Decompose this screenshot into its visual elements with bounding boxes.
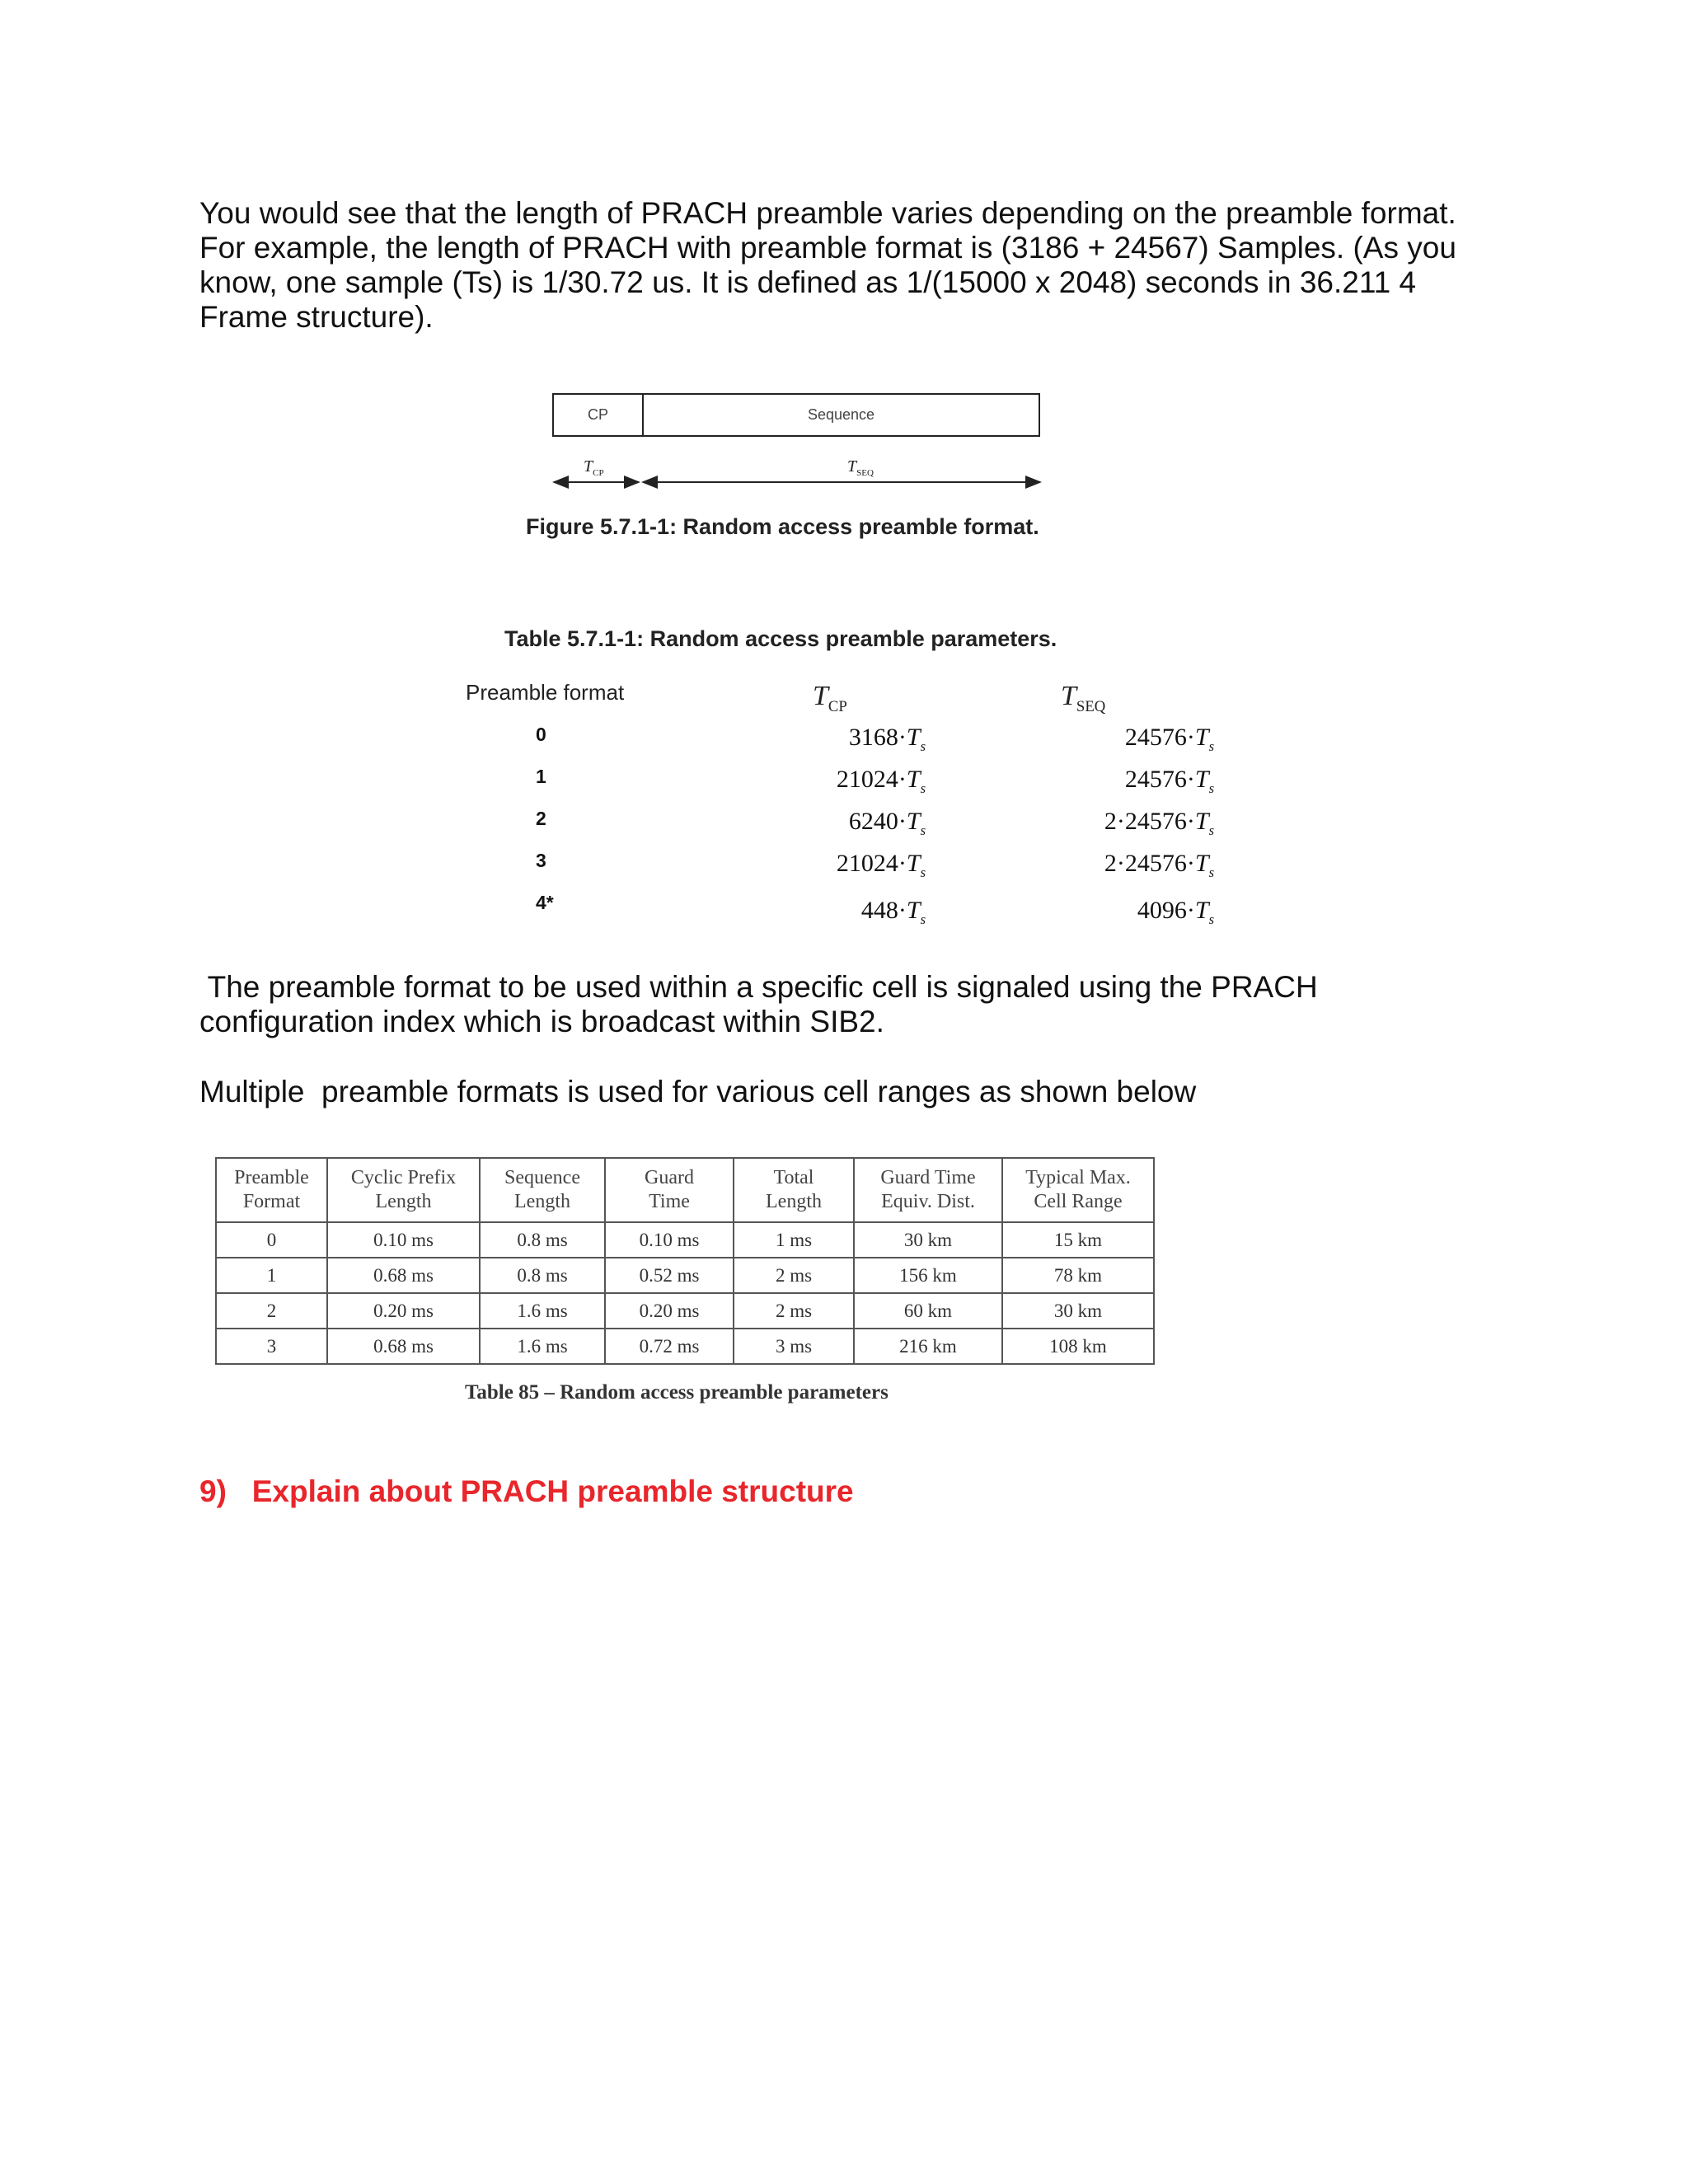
tseq-cell: $2\cdot 24576\cdot T_s$ — [1104, 808, 1214, 838]
table2-header: Cyclic Prefix Length — [327, 1158, 480, 1222]
tcp-cell: $448\cdot T_s$ — [860, 897, 926, 927]
format-cell: 2 — [536, 808, 546, 829]
table1-row — [0, 808, 1688, 841]
tcp-cell: $21024\cdot T_s$ — [836, 766, 926, 796]
table2-cell: 30 km — [854, 1222, 1002, 1258]
table2-caption: Table 85 – Random access preamble parameters — [465, 1381, 889, 1404]
prach-config-paragraph — [199, 970, 1485, 1039]
table2-cell: 0.10 ms — [605, 1222, 734, 1258]
tcp-cell: $3168\cdot T_s$ — [848, 724, 926, 754]
table2-cell: 0.72 ms — [605, 1329, 734, 1364]
table2-cell: 108 km — [1002, 1329, 1154, 1364]
intro-line: For example, the length of PRACH with preamble format is (3186 + 24567) Samples. (As you — [199, 231, 1456, 265]
table2-cell: 156 km — [854, 1258, 1002, 1293]
para-line: configuration index which is broadcast within SIB2. — [199, 1005, 884, 1038]
table2-cell: 0.10 ms — [327, 1222, 480, 1258]
tseq-cell: $24576\cdot T_s$ — [1124, 724, 1214, 754]
table2-cell: 3 ms — [734, 1329, 854, 1364]
table2-cell: 2 — [216, 1293, 327, 1329]
table2-cell: 1 — [216, 1258, 327, 1293]
tcp-cell: $6240\cdot T_s$ — [848, 808, 926, 838]
table2-row — [216, 1293, 1154, 1329]
table2-header: Guard Time Equiv. Dist. — [854, 1158, 1002, 1222]
tcp-label: $T_{CP}$ — [584, 457, 604, 478]
para-line: Multiple preamble formats is used for various cell ranges as shown below — [199, 1075, 1197, 1108]
tseq-cell: $2\cdot 24576\cdot T_s$ — [1104, 850, 1214, 880]
preamble-format-figure — [552, 393, 1040, 437]
table2-cell: 3 — [216, 1329, 327, 1364]
table2-header: Preamble Format — [216, 1158, 327, 1222]
table2-header: Typical Max. Cell Range — [1002, 1158, 1154, 1222]
table2-cell: 0.20 ms — [327, 1293, 480, 1329]
intro-paragraph — [199, 196, 1485, 335]
format-cell: 4* — [536, 892, 554, 913]
tseq-cell: $24576\cdot T_s$ — [1124, 766, 1214, 796]
table2-cell: 30 km — [1002, 1293, 1154, 1329]
table2-header: Total Length — [734, 1158, 854, 1222]
tseq-label: $T_{SEQ}$ — [847, 457, 874, 478]
table2-cell: 0.20 ms — [605, 1293, 734, 1329]
table1-caption: Table 5.7.1-1: Random access preamble parameters. — [504, 626, 1057, 651]
table2-cell: 1 ms — [734, 1222, 854, 1258]
table2-cell: 78 km — [1002, 1258, 1154, 1293]
table1-header-tcp: $T_{CP}$ — [813, 681, 847, 715]
table2-cell: 0.68 ms — [327, 1258, 480, 1293]
table2-cell: 60 km — [854, 1293, 1002, 1329]
cp-block: CP — [554, 395, 644, 435]
table2-cell: 0 — [216, 1222, 327, 1258]
table2-cell: 2 ms — [734, 1293, 854, 1329]
cell-range-paragraph — [199, 1075, 1196, 1109]
table2-cell: 15 km — [1002, 1222, 1154, 1258]
table2-header-row — [216, 1158, 1154, 1222]
table2-header: Guard Time — [605, 1158, 734, 1222]
table1-row — [0, 766, 1688, 799]
table2-cell: 1.6 ms — [480, 1293, 605, 1329]
table2-header: Sequence Length — [480, 1158, 605, 1222]
tseq-cell: $4096\cdot T_s$ — [1137, 897, 1214, 927]
table2-cell: 2 ms — [734, 1258, 854, 1293]
table1-row — [0, 892, 1688, 930]
table1-header-format: Preamble format — [466, 680, 625, 705]
format-cell: 3 — [536, 850, 546, 871]
intro-line: know, one sample (Ts) is 1/30.72 us. It is defined as 1/(15000 x 2048) seconds in 36.211 4 — [199, 265, 1417, 299]
table2-row — [216, 1222, 1154, 1258]
table2-cell: 0.68 ms — [327, 1329, 480, 1364]
table2-cell: 0.8 ms — [480, 1258, 605, 1293]
format-cell: 0 — [536, 724, 546, 745]
table2-row — [216, 1258, 1154, 1293]
table2-cell: 216 km — [854, 1329, 1002, 1364]
table2-row — [216, 1329, 1154, 1364]
table1-row — [0, 850, 1688, 883]
sequence-block: Sequence — [807, 406, 875, 423]
table1-row — [0, 724, 1688, 757]
tcp-cell: $21024\cdot T_s$ — [836, 850, 926, 880]
table2-cell: 0.8 ms — [480, 1222, 605, 1258]
cell-range-table — [215, 1157, 1155, 1365]
intro-line: You would see that the length of PRACH preamble varies depending on the preamble format. — [199, 196, 1456, 230]
figure-caption: Figure 5.7.1-1: Random access preamble format. — [526, 514, 1039, 539]
table1-header-tseq: $T_{SEQ}$ — [1061, 681, 1106, 715]
question-heading: 9) Explain about PRACH preamble structure — [199, 1474, 854, 1508]
intro-line: Frame structure). — [199, 300, 434, 334]
para-line: The preamble format to be used within a specific cell is signaled using the PRACH — [199, 970, 1318, 1004]
table2-cell: 1.6 ms — [480, 1329, 605, 1364]
table2-cell: 0.52 ms — [605, 1258, 734, 1293]
format-cell: 1 — [536, 766, 546, 787]
duration-arrows — [544, 457, 1055, 490]
